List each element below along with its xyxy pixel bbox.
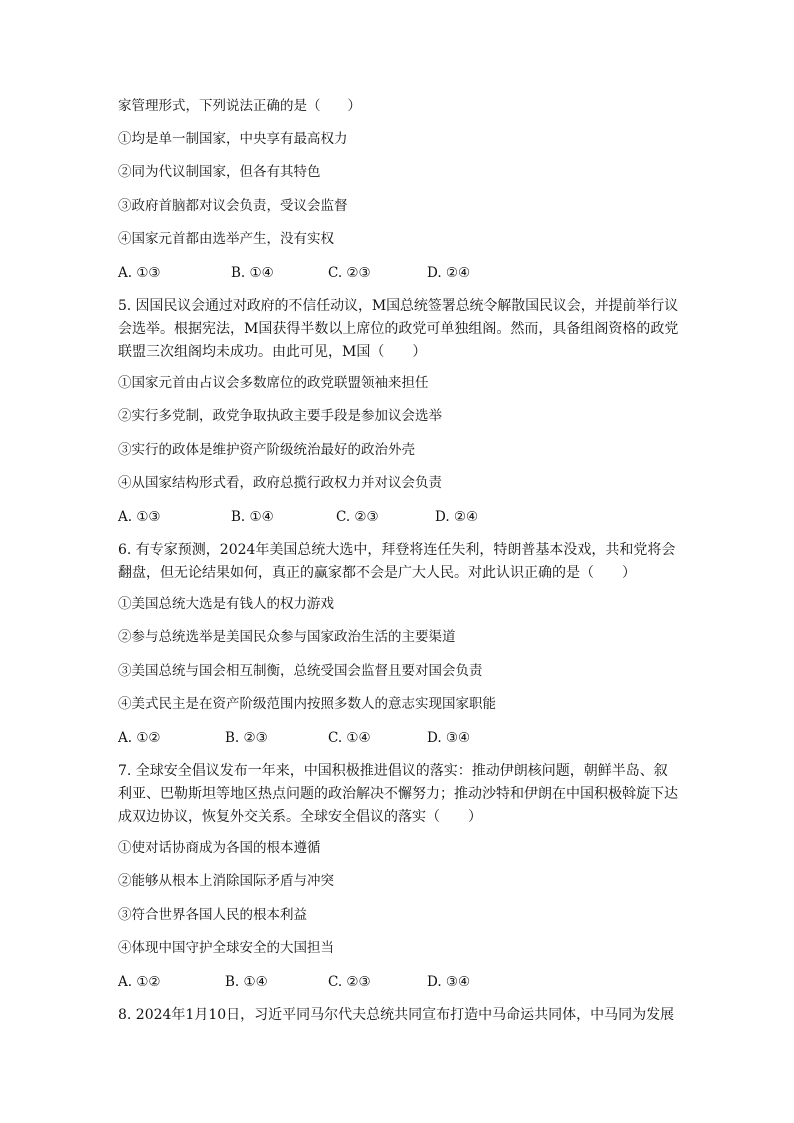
q4-option-b: B. ①④ <box>231 265 274 281</box>
q5-statement-1: ①国家元首由占议会多数席位的政党联盟领袖来担任 <box>118 375 429 391</box>
q6-statement-4: ④美式民主是在资产阶级范围内按照多数人的意志实现国家职能 <box>118 696 496 712</box>
q6-option-c: C. ①④ <box>328 730 371 746</box>
q6-statement-3: ③美国总统与国会相互制衡，总统受国会监督且要对国会负责 <box>118 663 483 679</box>
q5-option-d: D. ②④ <box>435 509 479 525</box>
q4-option-c: C. ②③ <box>328 265 371 281</box>
q8-stem-line-1: 8. 2024年1月10日，习近平同马尔代夫总统共同宣布打造中马命运共同体，中马同为发展 <box>118 1007 675 1023</box>
q5-statement-2: ②实行多党制，政党争取执政主要手段是参加议会选举 <box>118 408 442 424</box>
q4-option-d: D. ②④ <box>427 265 471 281</box>
q5-stem-line-1: 5. 因国民议会通过对政府的不信任动议，M国总统签署总统令解散国民议会，并提前举行议 <box>118 298 679 314</box>
q6-option-d: D. ③④ <box>427 730 471 746</box>
q6-option-b: B. ②③ <box>225 730 268 746</box>
q7-option-b: B. ①④ <box>225 974 268 990</box>
q6-statement-1: ①美国总统大选是有钱人的权力游戏 <box>118 596 334 612</box>
q7-option-a: A. ①② <box>118 974 161 990</box>
q5-option-a: A. ①③ <box>118 509 161 525</box>
q5-option-b: B. ①④ <box>231 509 274 525</box>
q6-stem-line-1: 6. 有专家预测，2024年美国总统大选中，拜登将连任失利，特朗普基本没戏，共和党将会 <box>118 542 676 558</box>
q5-option-c: C. ②③ <box>336 509 379 525</box>
q4-statement-4: ④国家元首都由选举产生，没有实权 <box>118 231 334 247</box>
q7-option-c: C. ②③ <box>328 974 371 990</box>
q4-option-a: A. ①③ <box>118 265 161 281</box>
q4-stem-tail: 家管理形式，下列说法正确的是（ ） <box>118 98 361 114</box>
q7-stem-line-3: 成双边协议，恢复外交关系。全球安全倡议的落实（ ） <box>118 809 482 825</box>
q5-statement-4: ④从国家结构形式看，政府总揽行政权力并对议会负责 <box>118 475 442 491</box>
q7-option-d: D. ③④ <box>427 974 471 990</box>
q4-statement-2: ②同为代议制国家，但各有其特色 <box>118 164 321 180</box>
q6-stem-line-2: 翻盘，但无论结果如何，真正的赢家都不会是广大人民。对此认识正确的是（ ） <box>118 565 636 581</box>
q7-statement-1: ①使对话协商成为各国的根本遵循 <box>118 840 321 856</box>
q7-statement-4: ④体现中国守护全球安全的大国担当 <box>118 940 334 956</box>
q5-statement-3: ③实行的政体是维护资产阶级统治最好的政治外壳 <box>118 442 415 458</box>
q6-option-a: A. ①② <box>118 730 161 746</box>
q7-statement-3: ③符合世界各国人民的根本利益 <box>118 907 307 923</box>
q4-statement-1: ①均是单一制国家，中央享有最高权力 <box>118 131 348 147</box>
q4-statement-3: ③政府首脑都对议会负责，受议会监督 <box>118 198 348 214</box>
q5-stem-line-3: 联盟三次组阁均未成功。由此可见，M国（ ） <box>118 344 427 360</box>
q7-stem-line-1: 7. 全球安全倡议发布一年来，中国积极推进倡议的落实：推动伊朗核问题，朝鲜半岛、叙 <box>118 763 668 779</box>
q7-statement-2: ②能够从根本上消除国际矛盾与冲突 <box>118 873 334 889</box>
q5-stem-line-2: 会选举。根据宪法，M国获得半数以上席位的政党可单独组阁。然而，具备组阁资格的政党 <box>118 321 679 337</box>
q6-statement-2: ②参与总统选举是美国民众参与国家政治生活的主要渠道 <box>118 629 456 645</box>
q7-stem-line-2: 利亚、巴勒斯坦等地区热点问题的政治解决不懈努力；推动沙特和伊朗在中国积极斡旋下达 <box>118 786 678 802</box>
